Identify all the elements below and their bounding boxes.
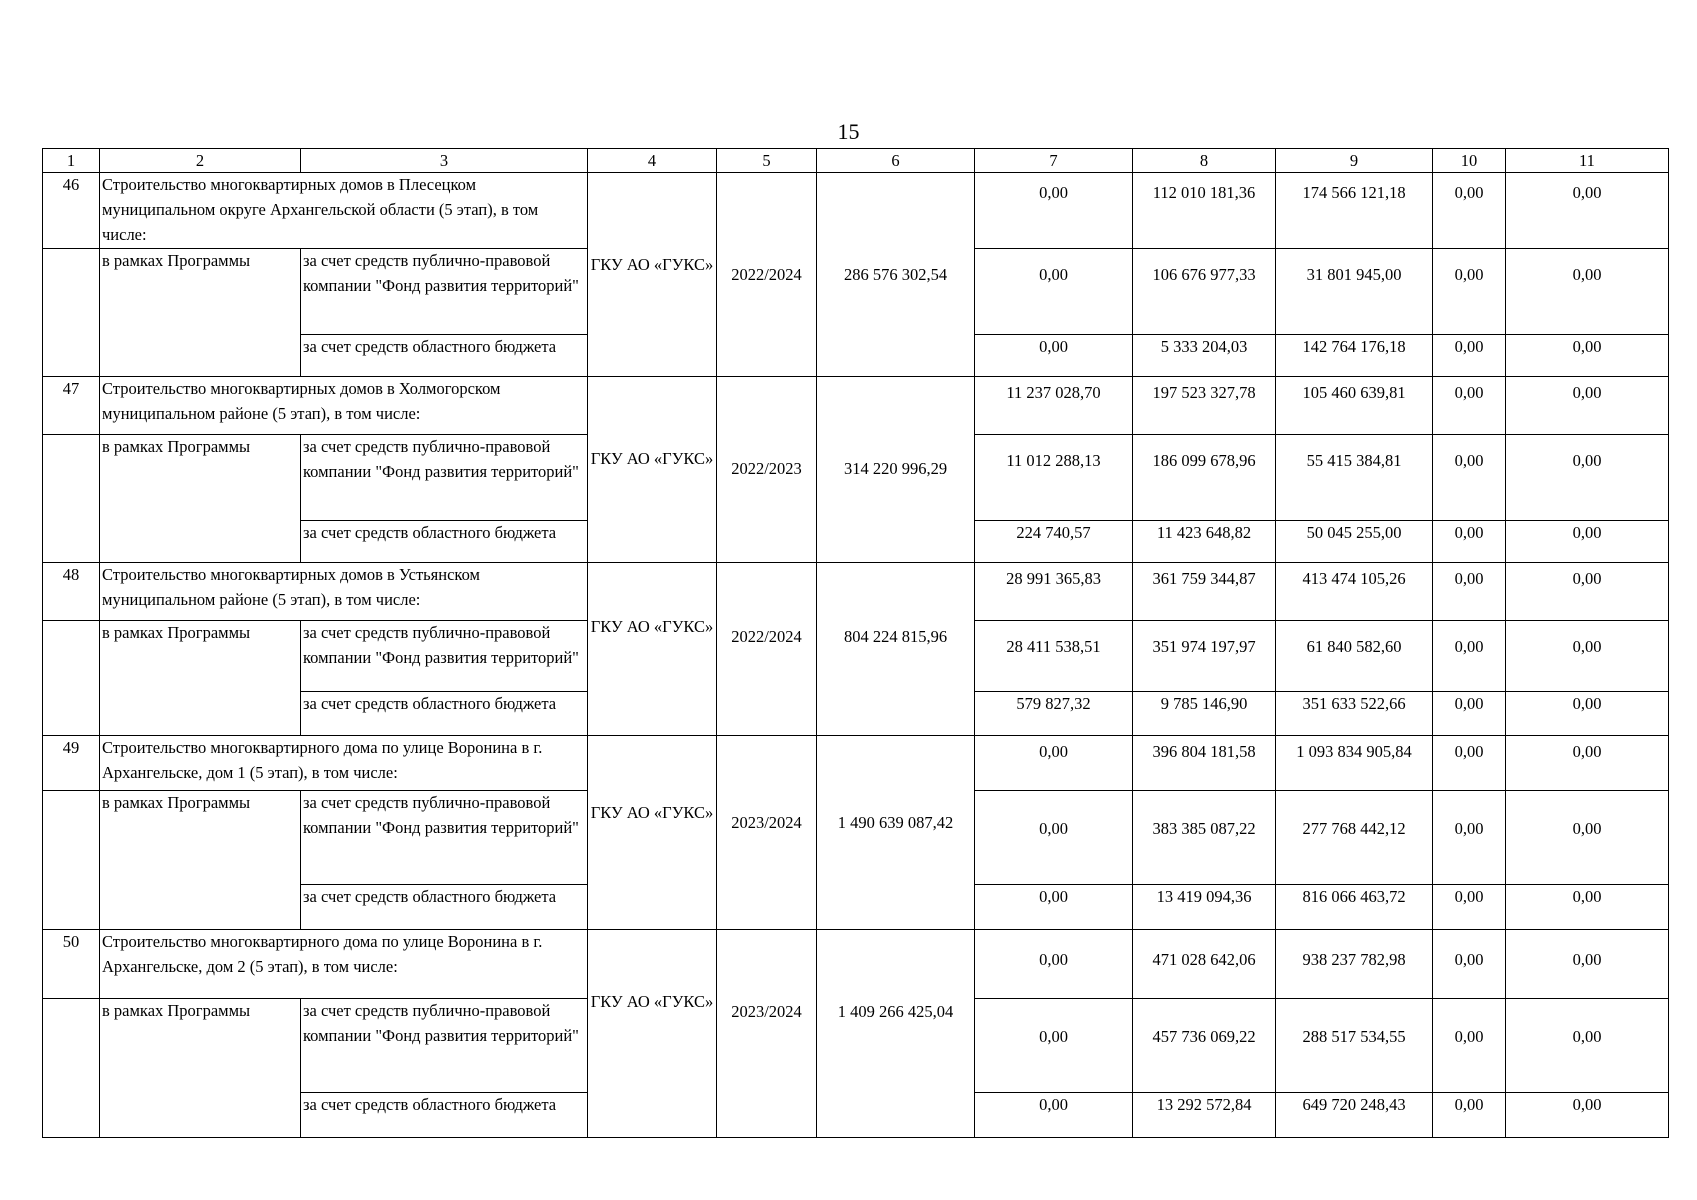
value-cell: 361 759 344,87 — [1133, 563, 1276, 621]
value-cell: 0,00 — [1433, 377, 1506, 435]
program-label: в рамках Программы — [100, 249, 301, 377]
program-label: в рамках Программы — [100, 435, 301, 563]
value-cell: 0,00 — [1506, 435, 1669, 521]
page-number: 15 — [837, 119, 860, 144]
row-title: Строительство многоквартирных домов в Плесецком муниципальном округе Архангельской области (5 этап), в том числе: — [100, 173, 588, 249]
value-cell: 0,00 — [1433, 692, 1506, 736]
empty-cell — [43, 249, 100, 377]
value-cell: 1 093 834 905,84 — [1276, 736, 1433, 791]
value-cell: 413 474 105,26 — [1276, 563, 1433, 621]
value-cell: 0,00 — [975, 1093, 1133, 1138]
value-cell: 31 801 945,00 — [1276, 249, 1433, 335]
value-cell: 112 010 181,36 — [1133, 173, 1276, 249]
value-cell: 0,00 — [1506, 621, 1669, 692]
value-cell: 0,00 — [1433, 435, 1506, 521]
value-cell: 11 012 288,13 — [975, 435, 1133, 521]
table-row — [43, 930, 1669, 999]
value-cell: 351 633 522,66 — [1276, 692, 1433, 736]
value-cell: 9 785 146,90 — [1133, 692, 1276, 736]
value-cell: 0,00 — [1506, 173, 1669, 249]
value-cell: 0,00 — [975, 736, 1133, 791]
executor-cell: ГКУ АО «ГУКС» — [588, 377, 717, 563]
value-cell: 0,00 — [1433, 173, 1506, 249]
executor-cell: ГКУ АО «ГУКС» — [588, 736, 717, 930]
data-table — [42, 148, 1669, 1138]
value-cell: 396 804 181,58 — [1133, 736, 1276, 791]
value-cell: 0,00 — [1433, 930, 1506, 999]
column-header: 5 — [717, 149, 817, 173]
value-cell: 0,00 — [1506, 563, 1669, 621]
funding-source-label: за счет средств областного бюджета — [301, 1093, 588, 1138]
value-cell: 5 333 204,03 — [1133, 335, 1276, 377]
program-label: в рамках Программы — [100, 791, 301, 930]
value-cell: 0,00 — [1433, 1093, 1506, 1138]
value-cell: 13 292 572,84 — [1133, 1093, 1276, 1138]
period-cell: 2022/2024 — [717, 563, 817, 736]
period-cell: 2023/2024 — [717, 930, 817, 1138]
executor-cell: ГКУ АО «ГУКС» — [588, 173, 717, 377]
column-header: 2 — [100, 149, 301, 173]
table-row — [43, 173, 1669, 249]
column-header: 10 — [1433, 149, 1506, 173]
table-row — [43, 736, 1669, 791]
empty-cell — [43, 435, 100, 563]
value-cell: 383 385 087,22 — [1133, 791, 1276, 885]
value-cell: 0,00 — [1506, 521, 1669, 563]
value-cell: 0,00 — [1506, 377, 1669, 435]
value-cell: 105 460 639,81 — [1276, 377, 1433, 435]
value-cell: 288 517 534,55 — [1276, 999, 1433, 1093]
value-cell: 816 066 463,72 — [1276, 885, 1433, 930]
column-header: 9 — [1276, 149, 1433, 173]
value-cell: 0,00 — [1506, 999, 1669, 1093]
empty-cell — [43, 621, 100, 736]
value-cell: 938 237 782,98 — [1276, 930, 1433, 999]
value-cell: 197 523 327,78 — [1133, 377, 1276, 435]
row-number: 47 — [43, 377, 100, 435]
value-cell: 0,00 — [1433, 791, 1506, 885]
row-title: Строительство многоквартирных домов в Устьянском муниципальном районе (5 этап), в том числе: — [100, 563, 588, 621]
value-cell: 28 411 538,51 — [975, 621, 1133, 692]
period-cell: 2022/2024 — [717, 173, 817, 377]
row-title: Строительство многоквартирных домов в Холмогорском муниципальном районе (5 этап), в том числе: — [100, 377, 588, 435]
value-cell: 0,00 — [1433, 885, 1506, 930]
value-cell: 0,00 — [1506, 736, 1669, 791]
value-cell: 224 740,57 — [975, 521, 1133, 563]
column-header: 7 — [975, 149, 1133, 173]
header-row — [43, 149, 1669, 173]
total-cost-cell: 314 220 996,29 — [817, 377, 975, 563]
value-cell: 0,00 — [975, 885, 1133, 930]
value-cell: 0,00 — [975, 249, 1133, 335]
column-header: 3 — [301, 149, 588, 173]
period-cell: 2023/2024 — [717, 736, 817, 930]
value-cell: 55 415 384,81 — [1276, 435, 1433, 521]
value-cell: 174 566 121,18 — [1276, 173, 1433, 249]
value-cell: 28 991 365,83 — [975, 563, 1133, 621]
funding-source-label: за счет средств публично-правовой компании "Фонд развития территорий" — [301, 249, 588, 335]
program-label: в рамках Программы — [100, 621, 301, 736]
executor-cell: ГКУ АО «ГУКС» — [588, 563, 717, 736]
value-cell: 50 045 255,00 — [1276, 521, 1433, 563]
value-cell: 61 840 582,60 — [1276, 621, 1433, 692]
program-label: в рамках Программы — [100, 999, 301, 1138]
value-cell: 277 768 442,12 — [1276, 791, 1433, 885]
funding-source-label: за счет средств публично-правовой компании "Фонд развития территорий" — [301, 999, 588, 1093]
value-cell: 0,00 — [1506, 692, 1669, 736]
funding-source-label: за счет средств областного бюджета — [301, 335, 588, 377]
column-header: 6 — [817, 149, 975, 173]
value-cell: 649 720 248,43 — [1276, 1093, 1433, 1138]
value-cell: 142 764 176,18 — [1276, 335, 1433, 377]
value-cell: 457 736 069,22 — [1133, 999, 1276, 1093]
funding-source-label: за счет средств областного бюджета — [301, 521, 588, 563]
funding-source-label: за счет средств публично-правовой компании "Фонд развития территорий" — [301, 621, 588, 692]
value-cell: 0,00 — [975, 791, 1133, 885]
empty-cell — [43, 791, 100, 930]
funding-source-label: за счет средств областного бюджета — [301, 692, 588, 736]
value-cell: 0,00 — [1433, 999, 1506, 1093]
value-cell: 106 676 977,33 — [1133, 249, 1276, 335]
value-cell: 0,00 — [1506, 249, 1669, 335]
value-cell: 0,00 — [975, 173, 1133, 249]
column-header: 8 — [1133, 149, 1276, 173]
value-cell: 11 237 028,70 — [975, 377, 1133, 435]
row-title: Строительство многоквартирного дома по улице Воронина в г. Архангельске, дом 2 (5 этап), в том числе: — [100, 930, 588, 999]
total-cost-cell: 1 490 639 087,42 — [817, 736, 975, 930]
value-cell: 0,00 — [1506, 791, 1669, 885]
table-row — [43, 377, 1669, 435]
value-cell: 0,00 — [1506, 930, 1669, 999]
total-cost-cell: 804 224 815,96 — [817, 563, 975, 736]
row-number: 48 — [43, 563, 100, 621]
funding-source-label: за счет средств публично-правовой компании "Фонд развития территорий" — [301, 435, 588, 521]
row-number: 46 — [43, 173, 100, 249]
value-cell: 0,00 — [1433, 249, 1506, 335]
value-cell: 351 974 197,97 — [1133, 621, 1276, 692]
table-row — [43, 563, 1669, 621]
value-cell: 0,00 — [1433, 621, 1506, 692]
value-cell: 0,00 — [1433, 335, 1506, 377]
value-cell: 13 419 094,36 — [1133, 885, 1276, 930]
value-cell: 186 099 678,96 — [1133, 435, 1276, 521]
value-cell: 0,00 — [1506, 1093, 1669, 1138]
column-header: 4 — [588, 149, 717, 173]
value-cell: 0,00 — [1506, 335, 1669, 377]
executor-cell: ГКУ АО «ГУКС» — [588, 930, 717, 1138]
total-cost-cell: 286 576 302,54 — [817, 173, 975, 377]
value-cell: 0,00 — [975, 335, 1133, 377]
value-cell: 471 028 642,06 — [1133, 930, 1276, 999]
funding-source-label: за счет средств областного бюджета — [301, 885, 588, 930]
total-cost-cell: 1 409 266 425,04 — [817, 930, 975, 1138]
row-number: 50 — [43, 930, 100, 999]
column-header: 11 — [1506, 149, 1669, 173]
row-title: Строительство многоквартирного дома по улице Воронина в г. Архангельске, дом 1 (5 этап), в том числе: — [100, 736, 588, 791]
column-header: 1 — [43, 149, 100, 173]
value-cell: 0,00 — [1506, 885, 1669, 930]
row-number: 49 — [43, 736, 100, 791]
funding-source-label: за счет средств публично-правовой компании "Фонд развития территорий" — [301, 791, 588, 885]
value-cell: 0,00 — [975, 930, 1133, 999]
value-cell: 11 423 648,82 — [1133, 521, 1276, 563]
value-cell: 0,00 — [975, 999, 1133, 1093]
value-cell: 0,00 — [1433, 563, 1506, 621]
value-cell: 0,00 — [1433, 736, 1506, 791]
value-cell: 0,00 — [1433, 521, 1506, 563]
value-cell: 579 827,32 — [975, 692, 1133, 736]
period-cell: 2022/2023 — [717, 377, 817, 563]
empty-cell — [43, 999, 100, 1138]
